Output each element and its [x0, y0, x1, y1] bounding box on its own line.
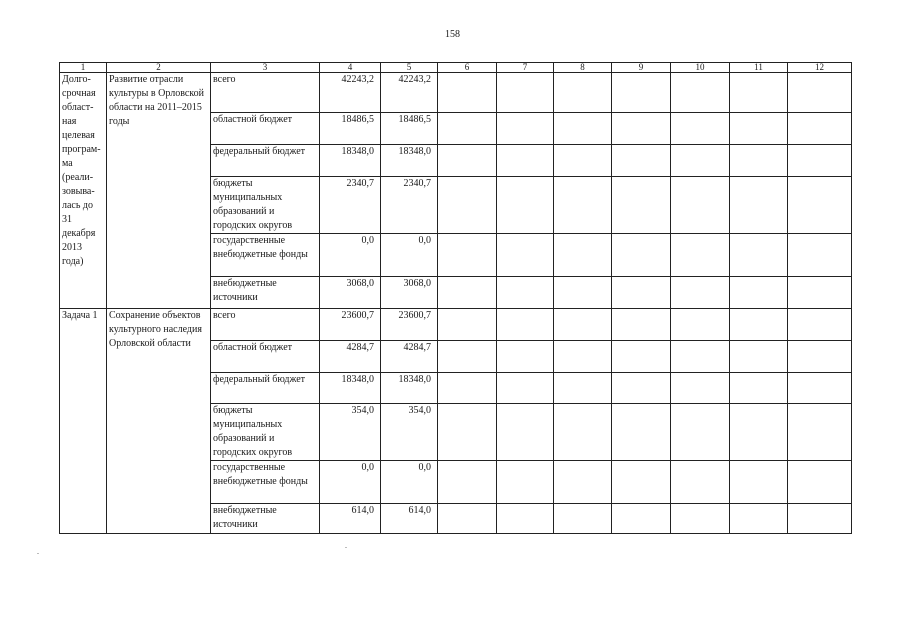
empty-cell [554, 504, 612, 534]
empty-cell [788, 145, 852, 177]
value-cell: 4284,7 [320, 341, 381, 373]
empty-cell [497, 404, 554, 461]
empty-cell [788, 404, 852, 461]
column-header: 10 [671, 63, 730, 73]
value-cell: 2340,7 [320, 177, 381, 234]
empty-cell [730, 404, 788, 461]
value-cell: 18486,5 [381, 113, 438, 145]
empty-cell [554, 373, 612, 404]
empty-cell [554, 73, 612, 113]
column-header: 1 [60, 63, 107, 73]
value-cell: 18348,0 [320, 373, 381, 404]
empty-cell [788, 113, 852, 145]
empty-cell [730, 341, 788, 373]
value-cell: 18348,0 [320, 145, 381, 177]
value-cell: 2340,7 [381, 177, 438, 234]
column-header: 12 [788, 63, 852, 73]
table-row [60, 73, 852, 113]
task-cell: Задача 1 [60, 309, 107, 534]
program-name-cell: Развитие отрасли культуры в Орловской области на 2011–2015 годы [107, 73, 211, 309]
empty-cell [671, 73, 730, 113]
funding-table [59, 62, 852, 534]
empty-cell [671, 404, 730, 461]
empty-cell [788, 309, 852, 341]
empty-cell [612, 461, 671, 504]
value-cell: 18486,5 [320, 113, 381, 145]
funding-source-cell: государственные внебюджетные фонды [211, 461, 320, 504]
empty-cell [788, 234, 852, 277]
funding-source-cell: всего [211, 309, 320, 341]
value-cell: 0,0 [381, 234, 438, 277]
column-header: 4 [320, 63, 381, 73]
empty-cell [438, 73, 497, 113]
value-cell: 0,0 [320, 234, 381, 277]
empty-cell [438, 504, 497, 534]
column-header: 7 [497, 63, 554, 73]
empty-cell [554, 309, 612, 341]
empty-cell [612, 145, 671, 177]
empty-cell [788, 504, 852, 534]
empty-cell [554, 404, 612, 461]
empty-cell [671, 177, 730, 234]
empty-cell [438, 113, 497, 145]
empty-cell [497, 277, 554, 309]
value-cell: 0,0 [320, 461, 381, 504]
empty-cell [438, 373, 497, 404]
empty-cell [554, 341, 612, 373]
funding-source-cell: бюджеты муниципальных образований и городских округов [211, 177, 320, 234]
empty-cell [554, 277, 612, 309]
empty-cell [730, 73, 788, 113]
empty-cell [671, 113, 730, 145]
value-cell: 4284,7 [381, 341, 438, 373]
value-cell: 23600,7 [320, 309, 381, 341]
empty-cell [554, 113, 612, 145]
empty-cell [671, 341, 730, 373]
empty-cell [438, 145, 497, 177]
value-cell: 3068,0 [320, 277, 381, 309]
value-cell: 18348,0 [381, 145, 438, 177]
empty-cell [612, 113, 671, 145]
empty-cell [497, 73, 554, 113]
empty-cell [497, 113, 554, 145]
empty-cell [554, 234, 612, 277]
empty-cell [671, 309, 730, 341]
empty-cell [730, 234, 788, 277]
column-header: 2 [107, 63, 211, 73]
empty-cell [730, 461, 788, 504]
value-cell: 614,0 [320, 504, 381, 534]
task-name-cell: Сохранение объектов культурного наследия Орловской области [107, 309, 211, 534]
empty-cell [788, 341, 852, 373]
column-header: 11 [730, 63, 788, 73]
empty-cell [612, 504, 671, 534]
column-number-row [60, 63, 852, 73]
value-cell: 614,0 [381, 504, 438, 534]
empty-cell [671, 504, 730, 534]
empty-cell [671, 461, 730, 504]
scan-artifact [345, 547, 347, 548]
empty-cell [671, 145, 730, 177]
empty-cell [438, 341, 497, 373]
empty-cell [730, 504, 788, 534]
funding-source-cell: государственные внебюджетные фонды [211, 234, 320, 277]
empty-cell [730, 177, 788, 234]
value-cell: 23600,7 [381, 309, 438, 341]
empty-cell [612, 277, 671, 309]
empty-cell [438, 234, 497, 277]
empty-cell [497, 461, 554, 504]
empty-cell [497, 504, 554, 534]
empty-cell [438, 177, 497, 234]
empty-cell [788, 461, 852, 504]
empty-cell [438, 461, 497, 504]
value-cell: 18348,0 [381, 373, 438, 404]
empty-cell [438, 404, 497, 461]
empty-cell [671, 234, 730, 277]
value-cell: 354,0 [381, 404, 438, 461]
empty-cell [612, 309, 671, 341]
empty-cell [497, 341, 554, 373]
empty-cell [671, 373, 730, 404]
empty-cell [438, 309, 497, 341]
value-cell: 3068,0 [381, 277, 438, 309]
page-number: 158 [445, 29, 460, 40]
empty-cell [788, 177, 852, 234]
empty-cell [730, 277, 788, 309]
empty-cell [612, 373, 671, 404]
column-header: 9 [612, 63, 671, 73]
empty-cell [554, 177, 612, 234]
empty-cell [438, 277, 497, 309]
program-type-cell: Долго-срочная област-ная целевая програм-ма (реали-зовыва-лась до 31 декабря 2013 года) [60, 73, 107, 309]
empty-cell [612, 177, 671, 234]
empty-cell [612, 404, 671, 461]
scan-artifact [37, 553, 39, 554]
empty-cell [497, 309, 554, 341]
table-row [60, 309, 852, 341]
empty-cell [730, 373, 788, 404]
column-header: 6 [438, 63, 497, 73]
empty-cell [788, 73, 852, 113]
empty-cell [554, 145, 612, 177]
column-header: 5 [381, 63, 438, 73]
funding-source-cell: всего [211, 73, 320, 113]
value-cell: 0,0 [381, 461, 438, 504]
empty-cell [730, 309, 788, 341]
empty-cell [612, 341, 671, 373]
empty-cell [554, 461, 612, 504]
funding-source-cell: областной бюджет [211, 113, 320, 145]
value-cell: 42243,2 [381, 73, 438, 113]
empty-cell [730, 145, 788, 177]
empty-cell [612, 73, 671, 113]
empty-cell [730, 113, 788, 145]
funding-source-cell: бюджеты муниципальных образований и городских округов [211, 404, 320, 461]
value-cell: 42243,2 [320, 73, 381, 113]
column-header: 8 [554, 63, 612, 73]
funding-source-cell: внебюджетные источники [211, 504, 320, 534]
empty-cell [788, 373, 852, 404]
funding-source-cell: федеральный бюджет [211, 373, 320, 404]
column-header: 3 [211, 63, 320, 73]
funding-source-cell: федеральный бюджет [211, 145, 320, 177]
empty-cell [788, 277, 852, 309]
funding-source-cell: внебюджетные источники [211, 277, 320, 309]
empty-cell [497, 373, 554, 404]
empty-cell [497, 234, 554, 277]
empty-cell [497, 177, 554, 234]
empty-cell [497, 145, 554, 177]
empty-cell [612, 234, 671, 277]
funding-source-cell: областной бюджет [211, 341, 320, 373]
value-cell: 354,0 [320, 404, 381, 461]
empty-cell [671, 277, 730, 309]
